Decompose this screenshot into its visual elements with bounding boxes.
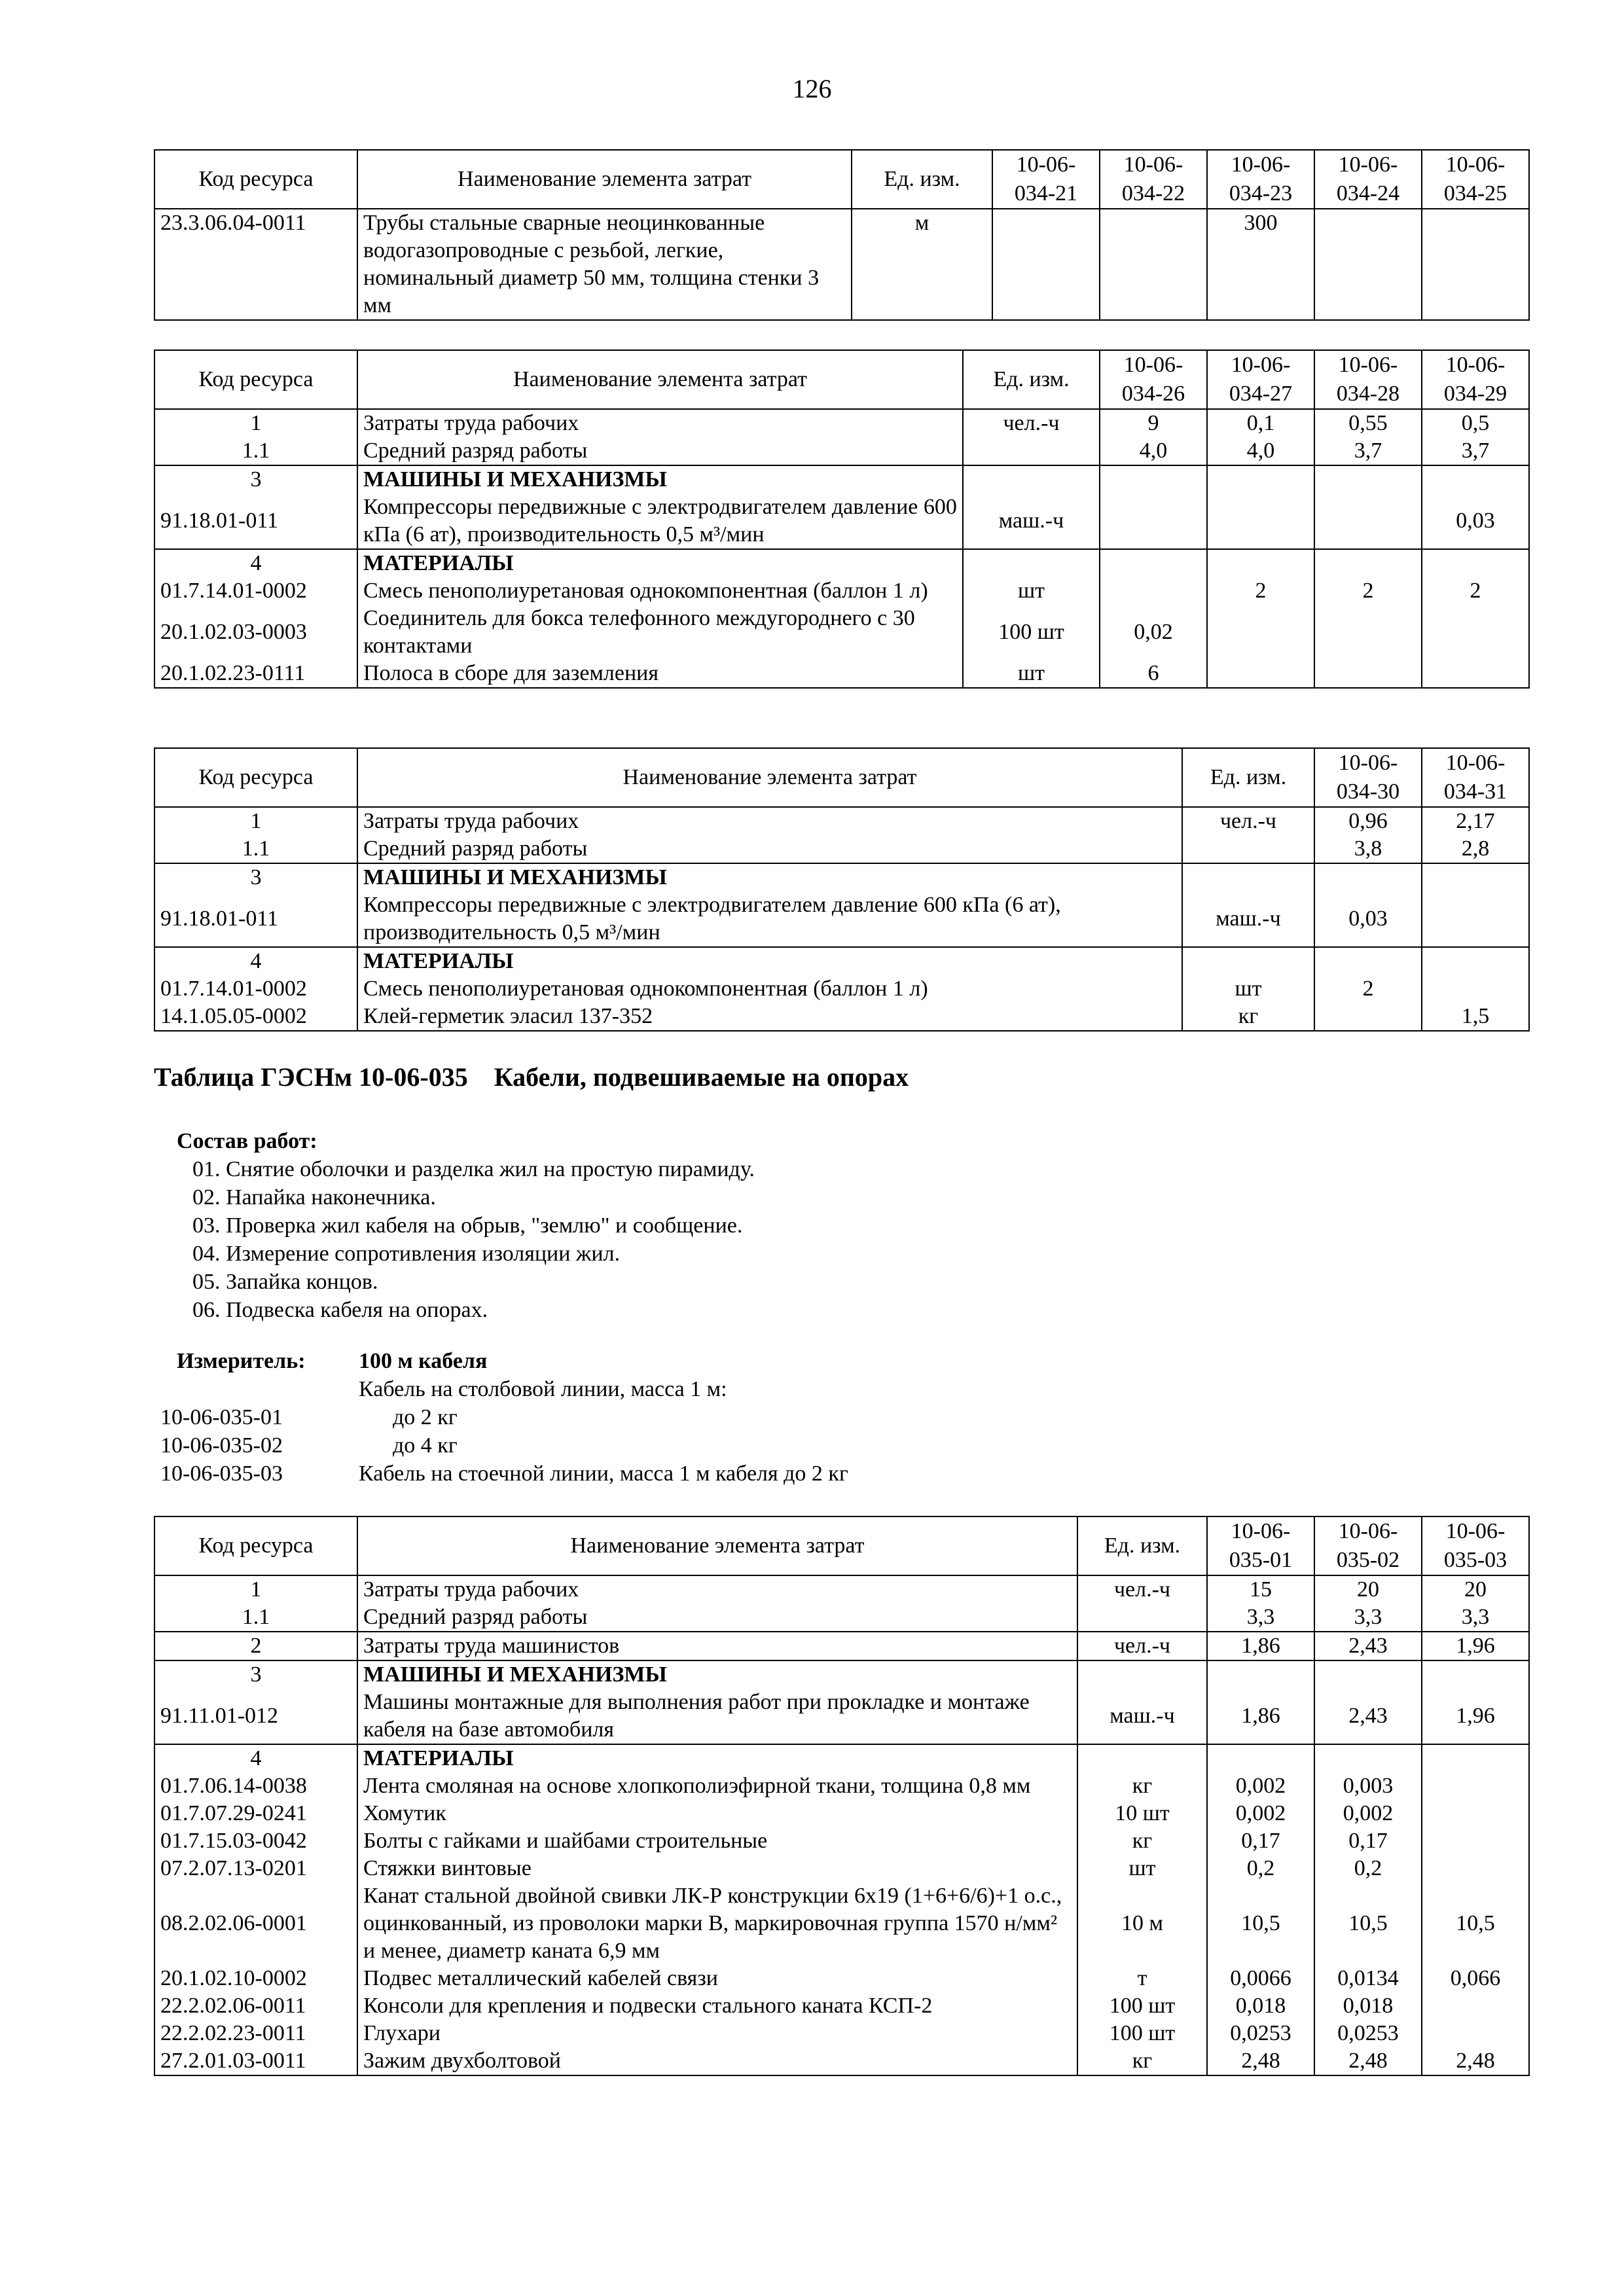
resource-name: Клей-герметик эласил 137-352 [357,1003,1182,1031]
col-header-norm: 10-06-034-24 [1314,150,1422,209]
resource-code: 20.1.02.10-0002 [154,1965,357,1992]
resource-unit: шт [1077,1855,1207,1882]
header-row [154,350,1529,409]
resource-code: 1.1 [154,835,357,863]
norm-value [1207,493,1314,549]
resource-code: 14.1.05.05-0002 [154,1003,357,1031]
resource-table-034-21-25 [154,149,1530,321]
header-row [154,748,1529,807]
resource-code: 22.2.02.06-0011 [154,1992,357,2020]
norm-value: 10,5 [1422,1882,1529,1965]
resource-unit: 100 шт [1077,2020,1207,2047]
norm-value: 4,0 [1100,437,1207,465]
resource-code: 01.7.14.01-0002 [154,577,357,605]
col-header-name: Наименование элемента затрат [357,1516,1077,1575]
resource-name: Стяжки винтовые [357,1855,1077,1882]
resource-unit: чел.-ч [963,409,1100,437]
resource-code: 4 [154,549,357,577]
norm-value [1422,1772,1529,1800]
resource-name: Средний разряд работы [357,1604,1077,1632]
norm-value: 20 [1422,1575,1529,1604]
table-row [154,1744,1529,1772]
resource-table-034-26-29 [154,350,1530,689]
resource-name: МАШИНЫ И МЕХАНИЗМЫ [357,1660,1077,1689]
resource-code: 01.7.15.03-0042 [154,1827,357,1855]
norm-value: 3,7 [1314,437,1422,465]
norm-value: 1,96 [1422,1689,1529,1744]
resource-name: Консоли для крепления и подвески стального каната КСП-2 [357,1992,1077,2020]
resource-name: Затраты труда машинистов [357,1632,1077,1660]
resource-code: 3 [154,1660,357,1689]
table-row [154,1855,1529,1882]
col-header-norm: 10-06-034-23 [1207,150,1314,209]
resource-name: Средний разряд работы [357,835,1182,863]
resource-unit: чел.-ч [1077,1632,1207,1660]
col-header-norm: 10-06-034-28 [1314,350,1422,409]
resource-unit: кг [1077,2047,1207,2075]
col-header-norm: 10-06-034-25 [1422,150,1529,209]
norm-value [1207,549,1314,577]
norm-value [1422,863,1529,891]
table-row [154,863,1529,891]
resource-unit: 10 шт [1077,1800,1207,1827]
norm-codes [160,1403,283,1488]
resource-name: МАТЕРИАЛЫ [357,947,1182,975]
table-row [154,1965,1529,1992]
col-header-norm: 10-06-034-31 [1422,748,1529,807]
work-item: 02. Напайка наконечника. [192,1185,436,1210]
col-header-code: Код ресурса [154,150,357,209]
resource-unit [963,549,1100,577]
norm-value: 0,002 [1314,1800,1422,1827]
norm-value [1422,975,1529,1003]
norm-value: 0,2 [1207,1855,1314,1882]
norm-value [1422,660,1529,688]
norm-value: 0,0134 [1314,1965,1422,1992]
norm-value [1100,549,1207,577]
norm-desc: до 2 кг [393,1405,458,1429]
table-row [154,835,1529,863]
resource-unit: м [852,209,992,320]
norm-value [1422,2020,1529,2047]
col-header-unit: Ед. изм. [852,150,992,209]
norm-value: 0,96 [1314,807,1422,835]
resource-unit: кг [1077,1772,1207,1800]
resource-unit: чел.-ч [1182,807,1314,835]
page-number: 126 [792,74,832,103]
table-row [154,209,1529,320]
norm-value: 2 [1314,975,1422,1003]
norm-value: 0,03 [1314,891,1422,947]
norm-value: 0,5 [1422,409,1529,437]
resource-unit: шт [963,577,1100,605]
table-row [154,2047,1529,2075]
resource-unit [1077,1744,1207,1772]
table-row [154,660,1529,688]
col-header-code: Код ресурса [154,350,357,409]
table-row [154,1660,1529,1689]
norm-value [1314,549,1422,577]
norm-value [1422,209,1529,320]
resource-name: Машины монтажные для выполнения работ при прокладке и монтаже кабеля на базе автомобиля [357,1689,1077,1744]
work-item: 04. Измерение сопротивления изоляции жил. [192,1242,621,1266]
resource-code: 91.18.01-011 [154,891,357,947]
table-row [154,1632,1529,1660]
norm-value: 2,48 [1314,2047,1422,2075]
table-row [154,1689,1529,1744]
resource-name: Компрессоры передвижные с электродвигателем давление 600 кПа (6 ат), производительность 0,5 м³/мин [357,891,1182,947]
resource-code: 1 [154,1575,357,1604]
col-header-norm: 10-06-034-29 [1422,350,1529,409]
norm-value [1314,209,1422,320]
table-row [154,807,1529,835]
col-header-norm: 10-06-034-21 [992,150,1100,209]
norm-value: 3,3 [1314,1604,1422,1632]
norm-value [1314,1003,1422,1031]
table-row [154,1827,1529,1855]
resource-code: 1 [154,409,357,437]
norm-value: 2,8 [1422,835,1529,863]
norm-descriptions [359,1403,848,1488]
resource-code: 1.1 [154,437,357,465]
table-code: Таблица ГЭСНм 10-06-035 [154,1062,468,1092]
header-row [154,150,1529,209]
table-row [154,437,1529,465]
table-title: Кабели, подвешиваемые на опорах [494,1062,909,1092]
col-header-name: Наименование элемента затрат [357,350,963,409]
resource-name: Затраты труда рабочих [357,807,1182,835]
table-row [154,2020,1529,2047]
resource-unit: шт [963,660,1100,688]
resource-code: 01.7.07.29-0241 [154,1800,357,1827]
norm-value: 10,5 [1207,1882,1314,1965]
resource-unit [1182,947,1314,975]
col-header-norm: 10-06-034-26 [1100,350,1207,409]
resource-code: 23.3.06.04-0011 [154,209,357,320]
norm-value: 300 [1207,209,1314,320]
norm-code: 10-06-035-01 [160,1405,283,1429]
resource-code: 4 [154,1744,357,1772]
resource-code: 1 [154,807,357,835]
norm-value: 0,066 [1422,1965,1529,1992]
meter-label: Измеритель: [177,1349,306,1373]
resource-unit: маш.-ч [1182,891,1314,947]
col-header-norm: 10-06-034-27 [1207,350,1314,409]
resource-code: 07.2.07.13-0201 [154,1855,357,1882]
table-row [154,1003,1529,1031]
resource-code: 3 [154,863,357,891]
norm-code: 10-06-035-02 [160,1433,283,1458]
norm-value [1314,1660,1422,1689]
resource-name: Болты с гайками и шайбами строительные [357,1827,1077,1855]
resource-code: 1.1 [154,1604,357,1632]
norm-value [1314,660,1422,688]
norm-value [1422,465,1529,493]
norm-value: 1,86 [1207,1689,1314,1744]
norm-value [1100,577,1207,605]
resource-code: 4 [154,947,357,975]
norm-value [1422,1827,1529,1855]
norm-value [1422,605,1529,660]
norm-value [1314,465,1422,493]
norm-value [1422,1660,1529,1689]
resource-code: 27.2.01.03-0011 [154,2047,357,2075]
resource-unit: 100 шт [963,605,1100,660]
norm-value: 0,17 [1314,1827,1422,1855]
table-row [154,549,1529,577]
norm-value [1314,947,1422,975]
norm-value [1207,1660,1314,1689]
table-row [154,409,1529,437]
col-header-norm: 10-06-034-22 [1100,150,1207,209]
resource-code: 20.1.02.23-0111 [154,660,357,688]
resource-code: 01.7.14.01-0002 [154,975,357,1003]
col-header-name: Наименование элемента затрат [357,150,852,209]
norm-value [1422,1855,1529,1882]
table-row [154,1772,1529,1800]
resource-name: МАШИНЫ И МЕХАНИЗМЫ [357,465,963,493]
resource-unit: кг [1077,1827,1207,1855]
resource-name: Полоса в сборе для заземления [357,660,963,688]
resource-name: Лента смоляная на основе хлопкополиэфирной ткани, толщина 0,8 мм [357,1772,1077,1800]
resource-name: МАТЕРИАЛЫ [357,1744,1077,1772]
resource-unit: 100 шт [1077,1992,1207,2020]
resource-name: МАТЕРИАЛЫ [357,549,963,577]
table-row [154,1575,1529,1604]
norm-value: 0,17 [1207,1827,1314,1855]
resource-code: 08.2.02.06-0001 [154,1882,357,1965]
col-header-code: Код ресурса [154,1516,357,1575]
table-row [154,975,1529,1003]
resource-code: 3 [154,465,357,493]
resource-unit [1182,863,1314,891]
norm-value: 15 [1207,1575,1314,1604]
norm-value [1207,660,1314,688]
norm-value [1100,493,1207,549]
resource-code: 2 [154,1632,357,1660]
resource-unit [963,437,1100,465]
resource-name: Соединитель для бокса телефонного междугороднего с 30 контактами [357,605,963,660]
resource-unit [963,465,1100,493]
norm-value [1422,1800,1529,1827]
resource-name: Глухари [357,2020,1077,2047]
norm-value: 0,1 [1207,409,1314,437]
col-header-name: Наименование элемента затрат [357,748,1182,807]
meter-value: 100 м кабеля [359,1349,488,1373]
norm-value: 0,02 [1100,605,1207,660]
col-header-unit: Ед. изм. [1077,1516,1207,1575]
norm-desc: до 4 кг [393,1433,458,1458]
col-header-code: Код ресурса [154,748,357,807]
resource-unit: шт [1182,975,1314,1003]
works-heading: Состав работ: [177,1129,317,1153]
norm-value: 1,86 [1207,1632,1314,1660]
norm-value [1422,549,1529,577]
table-row [154,1800,1529,1827]
resource-name: Подвес металлический кабелей связи [357,1965,1077,1992]
resource-name: Зажим двухболтовой [357,2047,1077,2075]
norm-value [1422,1744,1529,1772]
resource-unit [1077,1604,1207,1632]
norm-value: 0,0066 [1207,1965,1314,1992]
norm-value: 2,17 [1422,807,1529,835]
col-header-norm: 10-06-035-02 [1314,1516,1422,1575]
meter-block [359,1347,727,1403]
table-row [154,1992,1529,2020]
resource-name: Средний разряд работы [357,437,963,465]
resource-table-035 [154,1516,1530,2076]
norm-value [1314,493,1422,549]
col-header-unit: Ед. изм. [963,350,1100,409]
work-item: 06. Подвеска кабеля на опорах. [192,1298,488,1322]
resource-name: Канат стальной двойной свивки ЛК-Р конструкции 6х19 (1+6+6/6)+1 о.с., оцинкованный, из проволоки марки В, маркировочная группа 1570 н/мм² и менее, диаметр каната 6,9 мм [357,1882,1077,1965]
norm-value: 1,5 [1422,1003,1529,1031]
table-row [154,1604,1529,1632]
norm-value: 2,48 [1422,2047,1529,2075]
norm-value: 3,7 [1422,437,1529,465]
norm-value: 0,0253 [1314,2020,1422,2047]
resource-code: 22.2.02.23-0011 [154,2020,357,2047]
norm-value: 1,96 [1422,1632,1529,1660]
table-row [154,493,1529,549]
norm-code: 10-06-035-03 [160,1462,283,1486]
norm-value: 2 [1314,577,1422,605]
table-row [154,891,1529,947]
norm-value: 0,018 [1207,1992,1314,2020]
resource-code: 91.11.01-012 [154,1689,357,1744]
resource-unit: кг [1182,1003,1314,1031]
norm-value: 4,0 [1207,437,1314,465]
norm-value: 10,5 [1314,1882,1422,1965]
norm-value: 3,3 [1422,1604,1529,1632]
norm-value [1100,209,1207,320]
norm-value: 2,48 [1207,2047,1314,2075]
norm-value: 0,002 [1207,1800,1314,1827]
header-row [154,1516,1529,1575]
norm-value: 2 [1422,577,1529,605]
table-row [154,577,1529,605]
resource-code: 01.7.06.14-0038 [154,1772,357,1800]
work-item: 05. Запайка концов. [192,1270,378,1294]
norm-value [1422,1992,1529,2020]
resource-unit: маш.-ч [963,493,1100,549]
resource-name: Компрессоры передвижные с электродвигателем давление 600 кПа (6 ат), производительность 0,5 м³/мин [357,493,963,549]
norm-value: 2,43 [1314,1689,1422,1744]
norm-value [1314,1744,1422,1772]
resource-unit [1182,835,1314,863]
norm-value: 3,3 [1207,1604,1314,1632]
norm-value: 0,55 [1314,409,1422,437]
resource-name: Затраты труда рабочих [357,409,963,437]
work-item: 01. Снятие оболочки и разделка жил на простую пирамиду. [192,1157,755,1181]
norm-value: 6 [1100,660,1207,688]
resource-name: Хомутик [357,1800,1077,1827]
resource-unit: т [1077,1965,1207,1992]
resource-name: Трубы стальные сварные неоцинкованные водогазопроводные с резьбой, легкие, номинальный диаметр 50 мм, толщина стенки 3 мм [357,209,852,320]
resource-name: Смесь пенополиуретановая однокомпонентная (баллон 1 л) [357,975,1182,1003]
norm-value: 2,43 [1314,1632,1422,1660]
resource-name: Затраты труда рабочих [357,1575,1077,1604]
norm-value [1422,947,1529,975]
work-item: 03. Проверка жил кабеля на обрыв, "землю" и сообщение. [192,1213,743,1238]
meter-desc: Кабель на столбовой линии, масса 1 м: [359,1377,727,1401]
col-header-norm: 10-06-035-03 [1422,1516,1529,1575]
norm-value: 0,003 [1314,1772,1422,1800]
table-row [154,605,1529,660]
norm-value: 9 [1100,409,1207,437]
resource-unit: чел.-ч [1077,1575,1207,1604]
norm-value [1207,465,1314,493]
norm-value [1207,605,1314,660]
norm-value [1314,605,1422,660]
norm-value [1422,891,1529,947]
norm-value: 0,2 [1314,1855,1422,1882]
norm-value: 2 [1207,577,1314,605]
resource-name: Смесь пенополиуретановая однокомпонентная (баллон 1 л) [357,577,963,605]
resource-unit: маш.-ч [1077,1689,1207,1744]
norm-desc: Кабель на стоечной линии, масса 1 м кабеля до 2 кг [359,1462,848,1486]
norm-value: 0,018 [1314,1992,1422,2020]
resource-code: 91.18.01-011 [154,493,357,549]
norm-value [1314,863,1422,891]
resource-name: МАШИНЫ И МЕХАНИЗМЫ [357,863,1182,891]
col-header-unit: Ед. изм. [1182,748,1314,807]
resource-table-034-30-31 [154,747,1530,1031]
resource-unit [1077,1660,1207,1689]
norm-value: 0,002 [1207,1772,1314,1800]
table-row [154,465,1529,493]
resource-code: 20.1.02.03-0003 [154,605,357,660]
norm-value: 3,8 [1314,835,1422,863]
col-header-norm: 10-06-034-30 [1314,748,1422,807]
col-header-norm: 10-06-035-01 [1207,1516,1314,1575]
works-list [177,1127,755,1324]
norm-value [992,209,1100,320]
table-row [154,1882,1529,1965]
section-title [154,1062,909,1092]
norm-value [1100,465,1207,493]
norm-value: 20 [1314,1575,1422,1604]
norm-value: 0,0253 [1207,2020,1314,2047]
norm-value [1207,1744,1314,1772]
resource-unit: 10 м [1077,1882,1207,1965]
norm-value: 0,03 [1422,493,1529,549]
table-row [154,947,1529,975]
